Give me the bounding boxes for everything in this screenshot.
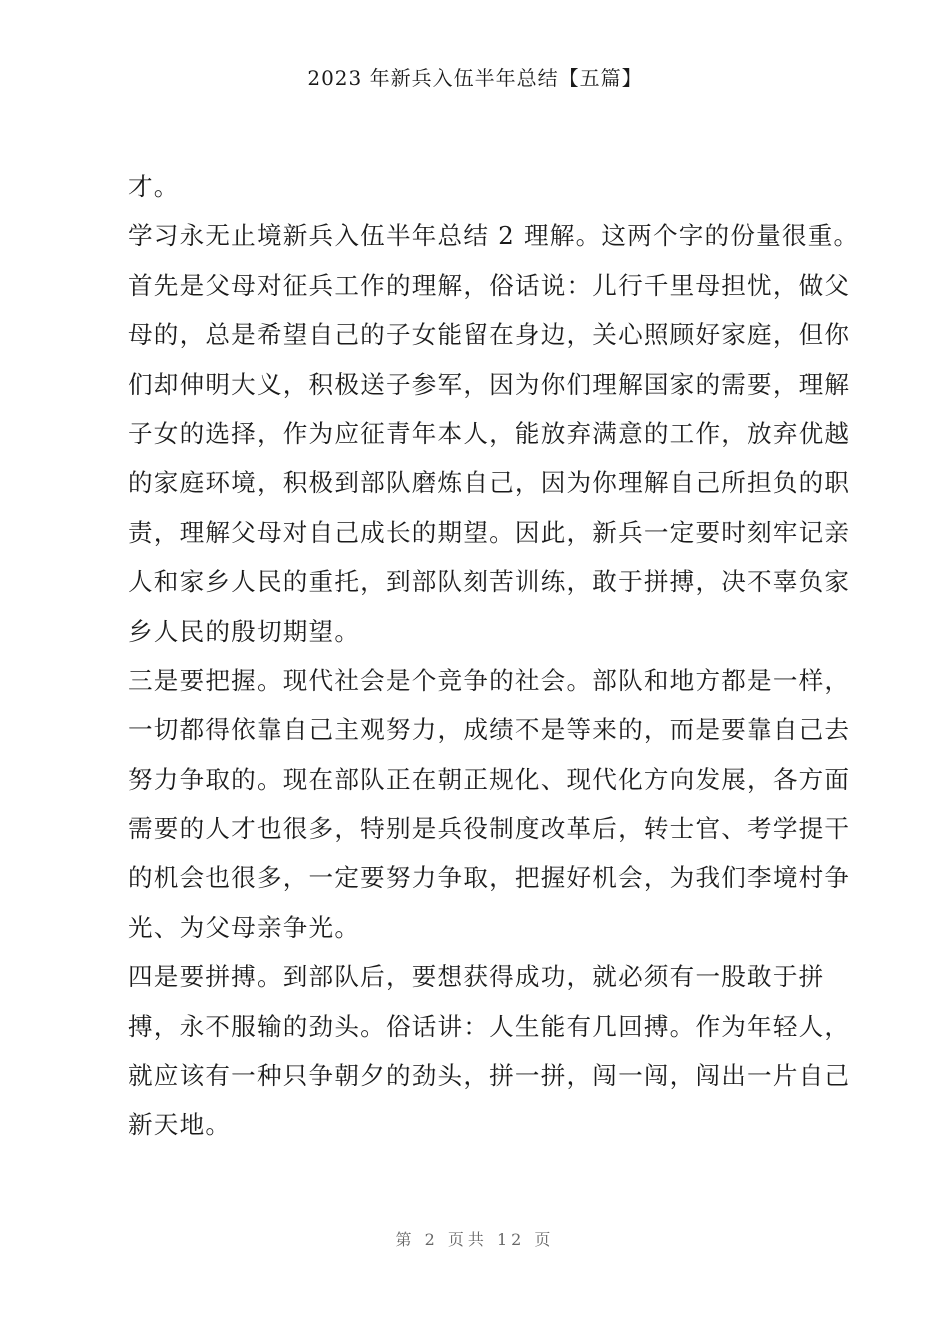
page-number: 第 2 页共 12 页 — [395, 1230, 555, 1249]
text-line: 们却伸明大义，积极送子参军，因为你们理解国家的需要，理解 — [128, 369, 851, 399]
text-line: 需要的人才也很多，特别是兵役制度改革后，转士官、考学提干 — [128, 814, 851, 844]
text-line: 首先是父母对征兵工作的理解，俗话说：儿行千里母担忧，做父 — [128, 270, 851, 300]
text-line: 的机会也很多，一定要努力争取，把握好机会，为我们李境村争 — [128, 863, 851, 893]
text-line: 三是要把握。现代社会是个竞争的社会。部队和地方都是一样， — [128, 665, 851, 695]
text-line: 母的，总是希望自己的子女能留在身边，关心照顾好家庭，但你 — [128, 320, 851, 350]
text-line: 搏，永不服输的劲头。俗话讲：人生能有几回搏。作为年轻人， — [128, 1011, 851, 1041]
text-line: 光、为父母亲争光。 — [128, 912, 361, 942]
text-line: 的家庭环境，积极到部队磨炼自己，因为你理解自己所担负的职 — [128, 468, 851, 498]
text-line: 子女的选择，作为应征青年本人，能放弃满意的工作，放弃优越 — [128, 418, 851, 448]
text-line: 责，理解父母对自己成长的期望。因此，新兵一定要时刻牢记亲 — [128, 517, 851, 547]
text-line: 新天地。 — [128, 1110, 232, 1140]
text-line: 才。 — [128, 172, 180, 201]
page-title: 2023 年新兵入伍半年总结【五篇】 — [307, 66, 643, 90]
document-body — [128, 162, 860, 1150]
text-line: 学习永无止境新兵入伍半年总结 2 理解。这两个字的份量很重。 — [128, 221, 860, 251]
text-line: 人和家乡人民的重托，到部队刻苦训练，敢于拼搏，决不辜负家 — [128, 567, 851, 597]
text-line: 四是要拼搏。到部队后，要想获得成功，就必须有一股敢于拼 — [128, 962, 825, 992]
text-line: 一切都得依靠自己主观努力，成绩不是等来的，而是要靠自己去 — [128, 715, 851, 745]
text-line: 努力争取的。现在部队正在朝正规化、现代化方向发展，各方面 — [128, 764, 851, 794]
text-line: 乡人民的殷切期望。 — [128, 616, 361, 646]
text-line: 就应该有一种只争朝夕的劲头，拼一拼，闯一闯，闯出一片自己 — [128, 1061, 851, 1091]
